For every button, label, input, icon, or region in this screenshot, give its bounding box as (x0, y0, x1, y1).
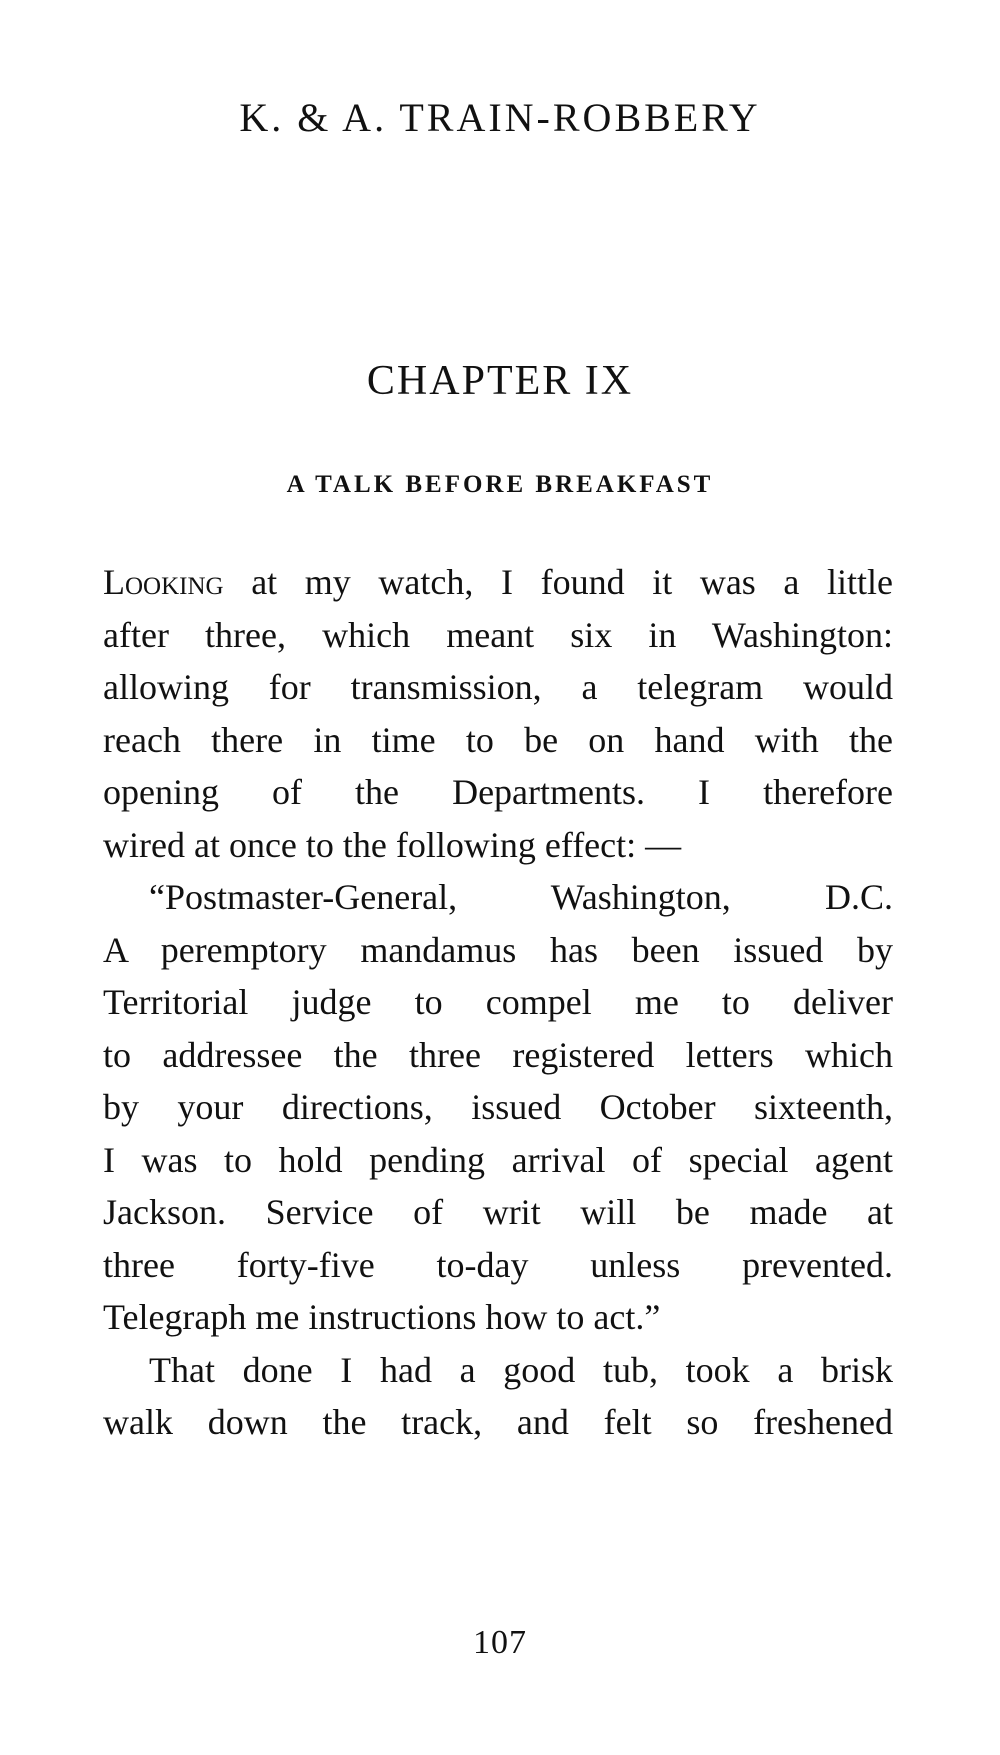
paragraph-line: Telegraph me instructions how to act.” (103, 1297, 661, 1337)
paragraph-line: walk down the track, and felt so freshened (103, 1402, 893, 1442)
paragraph-line: I was to hold pending arrival of special agent (103, 1139, 893, 1180)
paragraph-line: That done I had a good tub, took a brisk (149, 1349, 893, 1390)
page-number: 107 (473, 1624, 527, 1661)
body-text (103, 556, 893, 1449)
running-head: K. & A. TRAIN-ROBBERY (239, 95, 761, 140)
paragraph-line: reach there in time to be on hand with the (103, 719, 893, 760)
paragraph-line: three forty-five to-day unless prevented. (103, 1244, 893, 1285)
paragraph-line: Jackson. Service of writ will be made at (103, 1192, 893, 1232)
paragraph-line: Territorial judge to compel me to deliver (103, 982, 893, 1022)
paragraph-line: wired at once to the following effect: — (103, 824, 682, 865)
chapter-subtitle: A TALK BEFORE BREAKFAST (286, 471, 714, 498)
paragraph-line: after three, which meant six in Washington: (103, 614, 893, 655)
paragraph-line: to addressee the three registered letters which (103, 1034, 893, 1075)
paragraph-line (103, 556, 893, 609)
paragraph-line: allowing for transmission, a telegram would (103, 667, 893, 707)
line-text: at my watch, I found it was a little (223, 562, 893, 602)
paragraph-line: by your directions, issued October sixteenth, (103, 1087, 893, 1127)
chapter-title: CHAPTER IX (366, 358, 634, 404)
paragraph-line: “Postmaster-General, Washington, D.C. (149, 877, 893, 917)
paragraph-line: A peremptory mandamus has been issued by (103, 929, 893, 970)
opening-word: Looking (103, 562, 224, 602)
paragraph-line: opening of the Departments. I therefore (103, 772, 893, 812)
